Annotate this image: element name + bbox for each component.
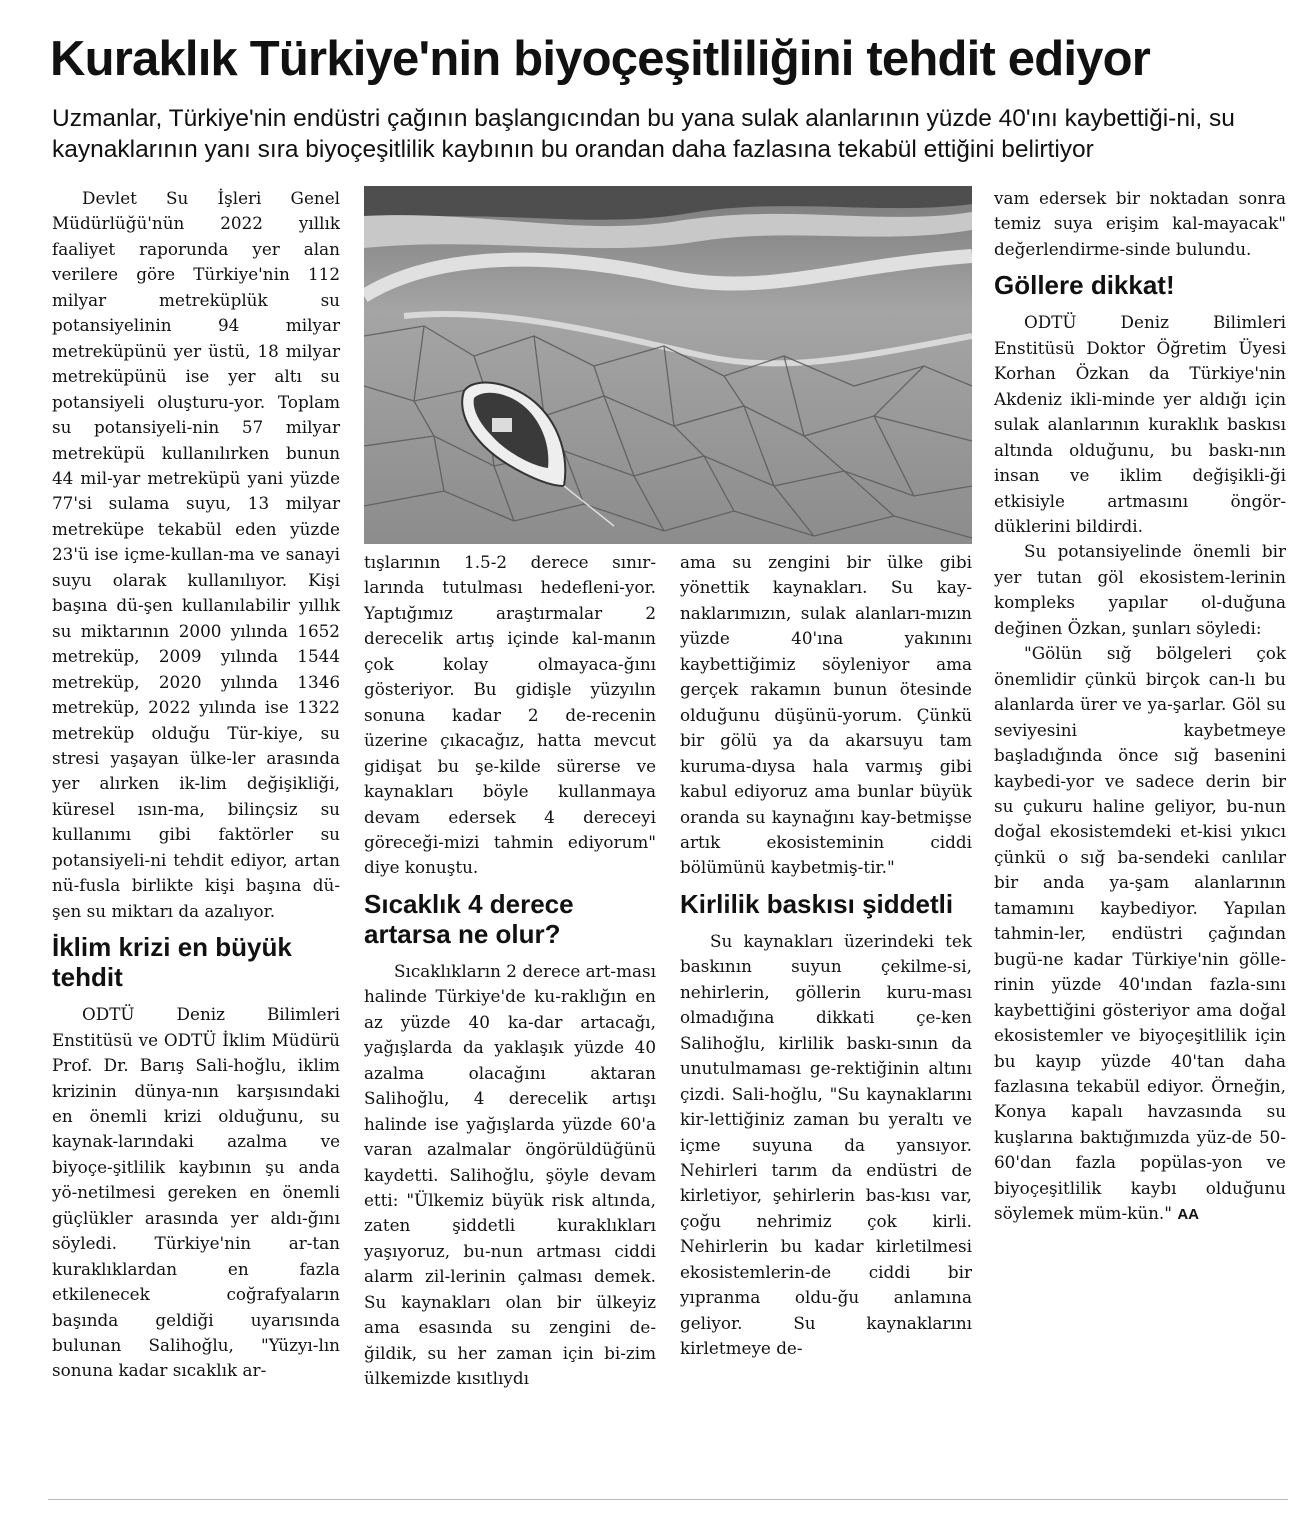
subheading-kirlilik: Kirlilik baskısı şiddetli	[680, 888, 954, 919]
article-column-2	[364, 550, 656, 1392]
dry-lakebed-boat-image	[364, 186, 972, 544]
article-column-1	[52, 186, 340, 1384]
paragraph: Devlet Su İşleri Genel Müdürlüğü'nün 2022 yıllık faaliyet raporunda yer alan verilere göre Türkiye'nin 112 milyar metreküplük su potansiyelinin 94 milyar metreküpünü yer üstü, 18 milyar metreküpünü ise yer altı su potansiyeli oluşturu-yor. Toplam su potansiyeli-nin 57 milyar metreküpü kullanılırken bunun 44 mil-yar metreküpü yani yüzde 77'si sulama suyu, 13 milyar metreküpe tekabül eden yüzde 23'ü ise içme-kullan-ma ve sanayi suyu olarak kullanılıyor. Kişi başına dü-şen kullanılabilir yıllık su miktarının 2000 yılında 1652 metreküp, 2009 yılında 1544 metreküp, 2020 yılında 1346 metreküp, 2022 yılında ise 1322 metreküp olduğu Tür-kiye, su stresi yaşayan ülke-ler arasında yer alırken ik-lim değişikliği, küresel ısın-ma, bilinçsiz su kullanımı gibi faktörler su potansiyeli-ni tehdit ediyor, artan nü-fusla birlikte kişi başına dü-şen su miktarı da azalıyor.	[52, 188, 340, 921]
headline: Kuraklık Türkiye'nin biyoçeşitliliğini tehdit ediyor	[50, 32, 1151, 86]
paragraph: Sıcaklıkların 2 derece art-ması halinde Türkiye'de ku-raklığın en az yüzde 40 ka-dar artacağı, yağışlarda da yaklaşık yüzde 40 azalma olacağını aktaran Salihoğlu, 4 derecelik artışı halinde ise yağışlarda yüzde 60'a varan azalmalar öngörüldüğünü kaydetti. Salihoğlu, şöyle devam etti: "Ülkemiz büyük risk altında, zaten şiddetli kuraklıkları yaşıyoruz, bu-nun artması ciddi alarm zil-lerinin çalması demek. Su kaynakları olan bir ülkeyiz ama esasında su zengini de-ğildik, su her zaman için bi-zim ülkemizde kısıtlıydı	[364, 960, 656, 1389]
news-agency-credit: AA	[1177, 1206, 1199, 1224]
subheading-sicaklik: Sıcaklık 4 derece artarsa ne olur?	[364, 888, 574, 949]
paragraph: ODTÜ Deniz Bilimleri Enstitüsü Doktor Öğretim Üyesi Korhan Özkan da Türkiye'nin Akdeniz ikli-minde yer aldığı için sulak alanlarının kuraklık baskısı altında olduğunu, bu baskı-nın insan ve iklim değişikli-ği etkisiyle artmasını öngör-düklerini bildirdi.	[994, 312, 1286, 536]
article-column-3	[680, 550, 972, 1362]
subheading-iklim-krizi: İklim krizi en büyük tehdit	[52, 932, 292, 993]
deck-subtitle: Uzmanlar, Türkiye'nin endüstri çağının başlangıcından bu yana sulak alanlarının yüzde 40'ını kaybettiği-ni, su kaynaklarının yanı sıra biyoçeşitlilik kaybının bu orandan daha fazlasına tekabül ettiğini belirtiyor	[52, 105, 1235, 163]
paragraph: ama su zengini bir ülke gibi yönettik kaynakları. Su kay-naklarımızın, sulak alanları-mızın yüzde 40'ına yakınını kaybettiğimiz söyleniyor ama gerçek rakamın bunun ötesinde olduğunu düşünü-yorum. Çünkü bir gölü ya da akarsuyu tam kuruma-dıysa hala varmış gibi kabul ediyoruz ama bunlar büyük oranda su kaynağını kay-betmişse artık ekosisteminin ciddi bölümünü kaybetmiş-tir."	[680, 552, 972, 878]
article-column-4	[994, 186, 1286, 1228]
paragraph: tışlarının 1.5-2 derece sınır-larında tutulması hedefleni-yor. Yaptığımız araştırmalar 2 derecelik artış içinde kal-manın çok kolay olmayaca-ğını gösteriyor. Bu gidişle yüzyılın sonuna kadar 2 de-recenin üzerine çıkacağız, hatta mevcut gidişat bu şe-kilde sürerse ve kaynakları böyle kullanmaya devam edersek 4 dereceyi göreceği-mizi tahmin ediyorum" diye konuştu.	[364, 552, 656, 878]
bottom-divider	[48, 1499, 1288, 1500]
drought-photo	[364, 186, 972, 544]
quote-text: "Gölün sığ bölgeleri çok önemlidir çünkü birçok can-lı bu alanlarda ürer ve ya-şarlar. Göl su seviyesini kaybetmeye başladığında önce sığ basenini kaybedi-yor ve sadece derin bir su çukuru haline geliyor, bu-nun doğal ekosistemdeki et-kisi yıkıcı çünkü o sığ ba-sendeki canlılar bir anda ya-şam alanlarının tamamını kaybediyor. Yapılan tahmin-ler, endüstri çağından bugü-ne kadar Türkiye'nin gölle-rinin yüzde 40'ından fazla-sını kaybettiğini gösteriyor ama doğal ekosistemler ve biyoçeşitlilik için bu kayıp yüzde 40'tan daha fazlasına tekabül ediyor. Örneğin, Konya kapalı havzasında su kuşlarına baktığımızda yüz-de 50-60'dan fazla popülas-yon ve biyoçeşitlilik kaybı olduğunu söylemek müm-kün."	[994, 643, 1286, 1224]
paragraph: Su potansiyelinde önemli bir yer tutan göl ekosistem-lerinin kompleks yapılar ol-duğuna değinen Özkan, şunları söyledi:	[994, 541, 1286, 638]
paragraph: vam edersek bir noktadan sonra temiz suya erişim kal-mayacak" değerlendirme-sinde bulundu.	[994, 188, 1286, 259]
subheading-gollere-dikkat: Göllere dikkat!	[994, 270, 1175, 301]
paragraph: Su kaynakları üzerindeki tek baskının suyun çekilme-si, nehirlerin, göllerin kuru-ması olmadığına dikkati çe-ken Salihoğlu, kirlilik baskı-sının da unutulmaması ge-rektiğinin altını çizdi. Sali-hoğlu, "Su kaynaklarını kir-lettiğiniz zaman bu yeraltı ve içme suyuna da yansıyor. Nehirleri tarım da endüstri de kirletiyor, şehirlerin bas-kısı var, çoğu nehrimiz çok kirli. Nehirlerin bu kadar kirletilmesi ekosistemlerin-de ciddi bir yıpranma oldu-ğu anlamına geliyor. Su kaynaklarını kirletmeye de-	[680, 930, 972, 1359]
paragraph: ODTÜ Deniz Bilimleri Enstitüsü ve ODTÜ İklim Müdürü Prof. Dr. Barış Sali-hoğlu, iklim krizinin dünya-nın karşısındaki en önemli krizi olduğunu, su kaynak-larındaki azalma ve biyoçe-şitlilik kaybının şu anda yö-netilmesi gereken en önemli güçlükler arasında yer aldı-ğını söyledi. Türkiye'nin ar-tan kuraklıklardan en fazla etkilenecek coğrafyaların başında geldiği uyarısında bulunan Salihoğlu, "Yüzyı-lın sonuna kadar sıcaklık ar-	[52, 1004, 340, 1381]
paragraph-quote	[994, 641, 1286, 1227]
